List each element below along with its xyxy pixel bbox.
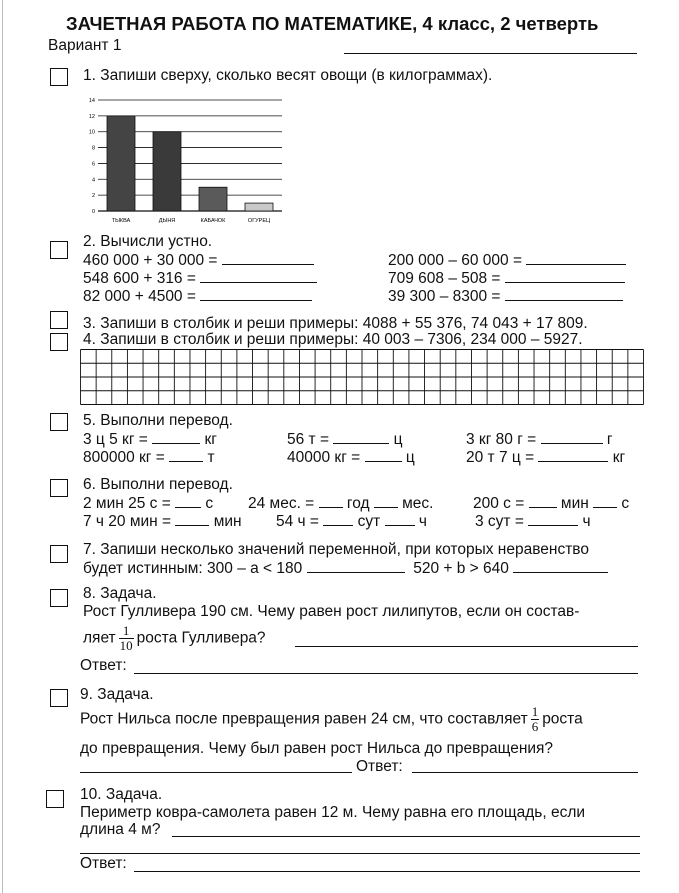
q9-line2: до превращения. Чему был равен рост Нильса до превращения? — [80, 740, 554, 757]
q9-answer-label: Ответ: — [356, 758, 403, 775]
q1-text: 1. Запиши сверху, сколько весят овощи (в килограммах). — [83, 67, 493, 84]
vegetable-weight-chart — [82, 92, 287, 227]
q6-r2-b[interactable] — [323, 512, 353, 526]
q4-text: 4. Запиши в столбик и реши примеры: 40 003 – 7306, 234 000 – 5927. — [83, 331, 583, 348]
q10-solution-line-1[interactable] — [172, 836, 640, 837]
q6-r1-b2[interactable] — [374, 494, 398, 508]
q10-checkbox[interactable] — [46, 790, 64, 808]
q9-checkbox[interactable] — [50, 689, 68, 707]
q6-title: 6. Выполни перевод. — [83, 476, 233, 493]
q2-answer-left-2[interactable] — [200, 269, 317, 283]
chart-y-tick-label: 8 — [91, 145, 95, 152]
q8-title: 8. Задача. — [83, 585, 157, 602]
q10-answer-line[interactable] — [134, 871, 640, 872]
q5-r2-b[interactable] — [365, 448, 402, 462]
q5-r1-a[interactable] — [152, 430, 200, 444]
q9-answer-line[interactable] — [412, 772, 638, 773]
q9-solution-line[interactable] — [80, 772, 352, 773]
q10-line2: длина 4 м? — [80, 821, 161, 838]
q10-answer-label: Ответ: — [80, 855, 127, 872]
chart-x-ticks — [112, 218, 270, 224]
variant-label: Вариант 1 — [48, 37, 122, 54]
q8-checkbox[interactable] — [50, 589, 68, 607]
q2-answer-right-1[interactable] — [526, 251, 626, 265]
q8-line1: Рост Гулливера 190 см. Чему равен рост лилипутов, если он состав- — [83, 603, 580, 620]
q2-expr-left-2: 548 600 + 316 = — [83, 269, 317, 288]
chart-y-tick-label: 14 — [88, 98, 95, 104]
q2-answer-right-2[interactable] — [505, 269, 625, 283]
q5-r1-b[interactable] — [333, 430, 389, 444]
q2-expr-left-1: 460 000 + 30 000 = — [83, 251, 314, 270]
q3-checkbox[interactable] — [50, 311, 68, 329]
chart-bar — [153, 132, 181, 211]
q5-r1-c[interactable] — [541, 430, 603, 444]
q6-r2-b2[interactable] — [385, 512, 415, 526]
answer-grid[interactable] — [80, 349, 644, 405]
chart-x-tick-label: ОГУРЕЦ — [247, 218, 271, 224]
chart-x-tick-label: ТЫКВА — [111, 218, 131, 224]
q8-answer-line[interactable] — [134, 673, 638, 674]
q8-solution-line[interactable] — [295, 646, 638, 647]
q10-title: 10. Задача. — [80, 786, 163, 803]
q7-line1: 7. Запиши несколько значений переменной, при которых неравенство — [83, 541, 589, 558]
q3-text: 3. Запиши в столбик и реши примеры: 4088 + 55 376, 74 043 + 17 809. — [83, 315, 588, 332]
q7-answer-1[interactable] — [307, 559, 405, 573]
chart-y-tick-label: 0 — [91, 209, 95, 215]
q9-title: 9. Задача. — [80, 686, 154, 703]
q8-answer-label: Ответ: — [80, 657, 127, 674]
q6-r2-a[interactable] — [175, 512, 209, 526]
page-title: ЗАЧЕТНАЯ РАБОТА ПО МАТЕМАТИКЕ, 4 класс, 2 четверть — [66, 13, 599, 34]
q4-checkbox[interactable] — [50, 333, 68, 351]
q1-checkbox[interactable] — [50, 68, 68, 86]
q2-answer-left-1[interactable] — [222, 251, 314, 265]
chart-y-tick-label: 4 — [91, 177, 95, 184]
q7-answer-2[interactable] — [513, 559, 608, 573]
q6-r1-a[interactable] — [175, 494, 201, 508]
chart-bar — [199, 187, 227, 211]
q6-r1-c2[interactable] — [593, 494, 617, 508]
q2-checkbox[interactable] — [50, 241, 68, 259]
q5-checkbox[interactable] — [50, 413, 68, 431]
q9-fraction: $\frac{1}{6}$ — [531, 704, 539, 734]
q10-line1: Периметр ковра-самолета равен 12 м. Чему равна его площадь, если — [80, 804, 586, 821]
page-edge — [2, 0, 3, 893]
q2-expr-right-2: 709 608 – 508 = — [388, 269, 625, 288]
q6-r1-b[interactable] — [319, 494, 343, 508]
q5-title: 5. Выполни перевод. — [83, 412, 233, 429]
q2-expr-left-3: 82 000 + 4500 = — [83, 287, 312, 306]
chart-x-tick-label: ДЫНЯ — [158, 218, 176, 224]
q2-expr-right-3: 39 300 – 8300 = — [388, 287, 623, 306]
q2-answer-right-3[interactable] — [505, 287, 623, 301]
chart-y-ticks — [89, 98, 95, 215]
q2-answer-left-3[interactable] — [200, 287, 312, 301]
q10-solution-line-2[interactable] — [80, 853, 640, 854]
q6-r2-c[interactable] — [528, 512, 578, 526]
name-line[interactable] — [344, 53, 637, 54]
q2-expr-right-1: 200 000 – 60 000 = — [388, 251, 626, 270]
chart-y-tick-label: 10 — [88, 129, 95, 136]
chart-x-tick-label: КАБАЧОК — [200, 218, 226, 224]
chart-bar — [245, 203, 273, 211]
q2-title: 2. Вычисли устно. — [83, 233, 213, 250]
q6-r1-c[interactable] — [529, 494, 557, 508]
chart-y-tick-label: 2 — [91, 193, 95, 200]
q8-fraction: $\frac{1}{10}$ — [119, 623, 133, 653]
q5-r2-c[interactable] — [538, 448, 608, 462]
chart-y-tick-label: 6 — [91, 161, 95, 168]
q7-checkbox[interactable] — [50, 545, 68, 563]
chart-y-tick-label: 12 — [88, 113, 95, 120]
chart-bar — [107, 116, 135, 211]
q6-checkbox[interactable] — [50, 479, 68, 497]
q5-r2-a[interactable] — [169, 448, 203, 462]
